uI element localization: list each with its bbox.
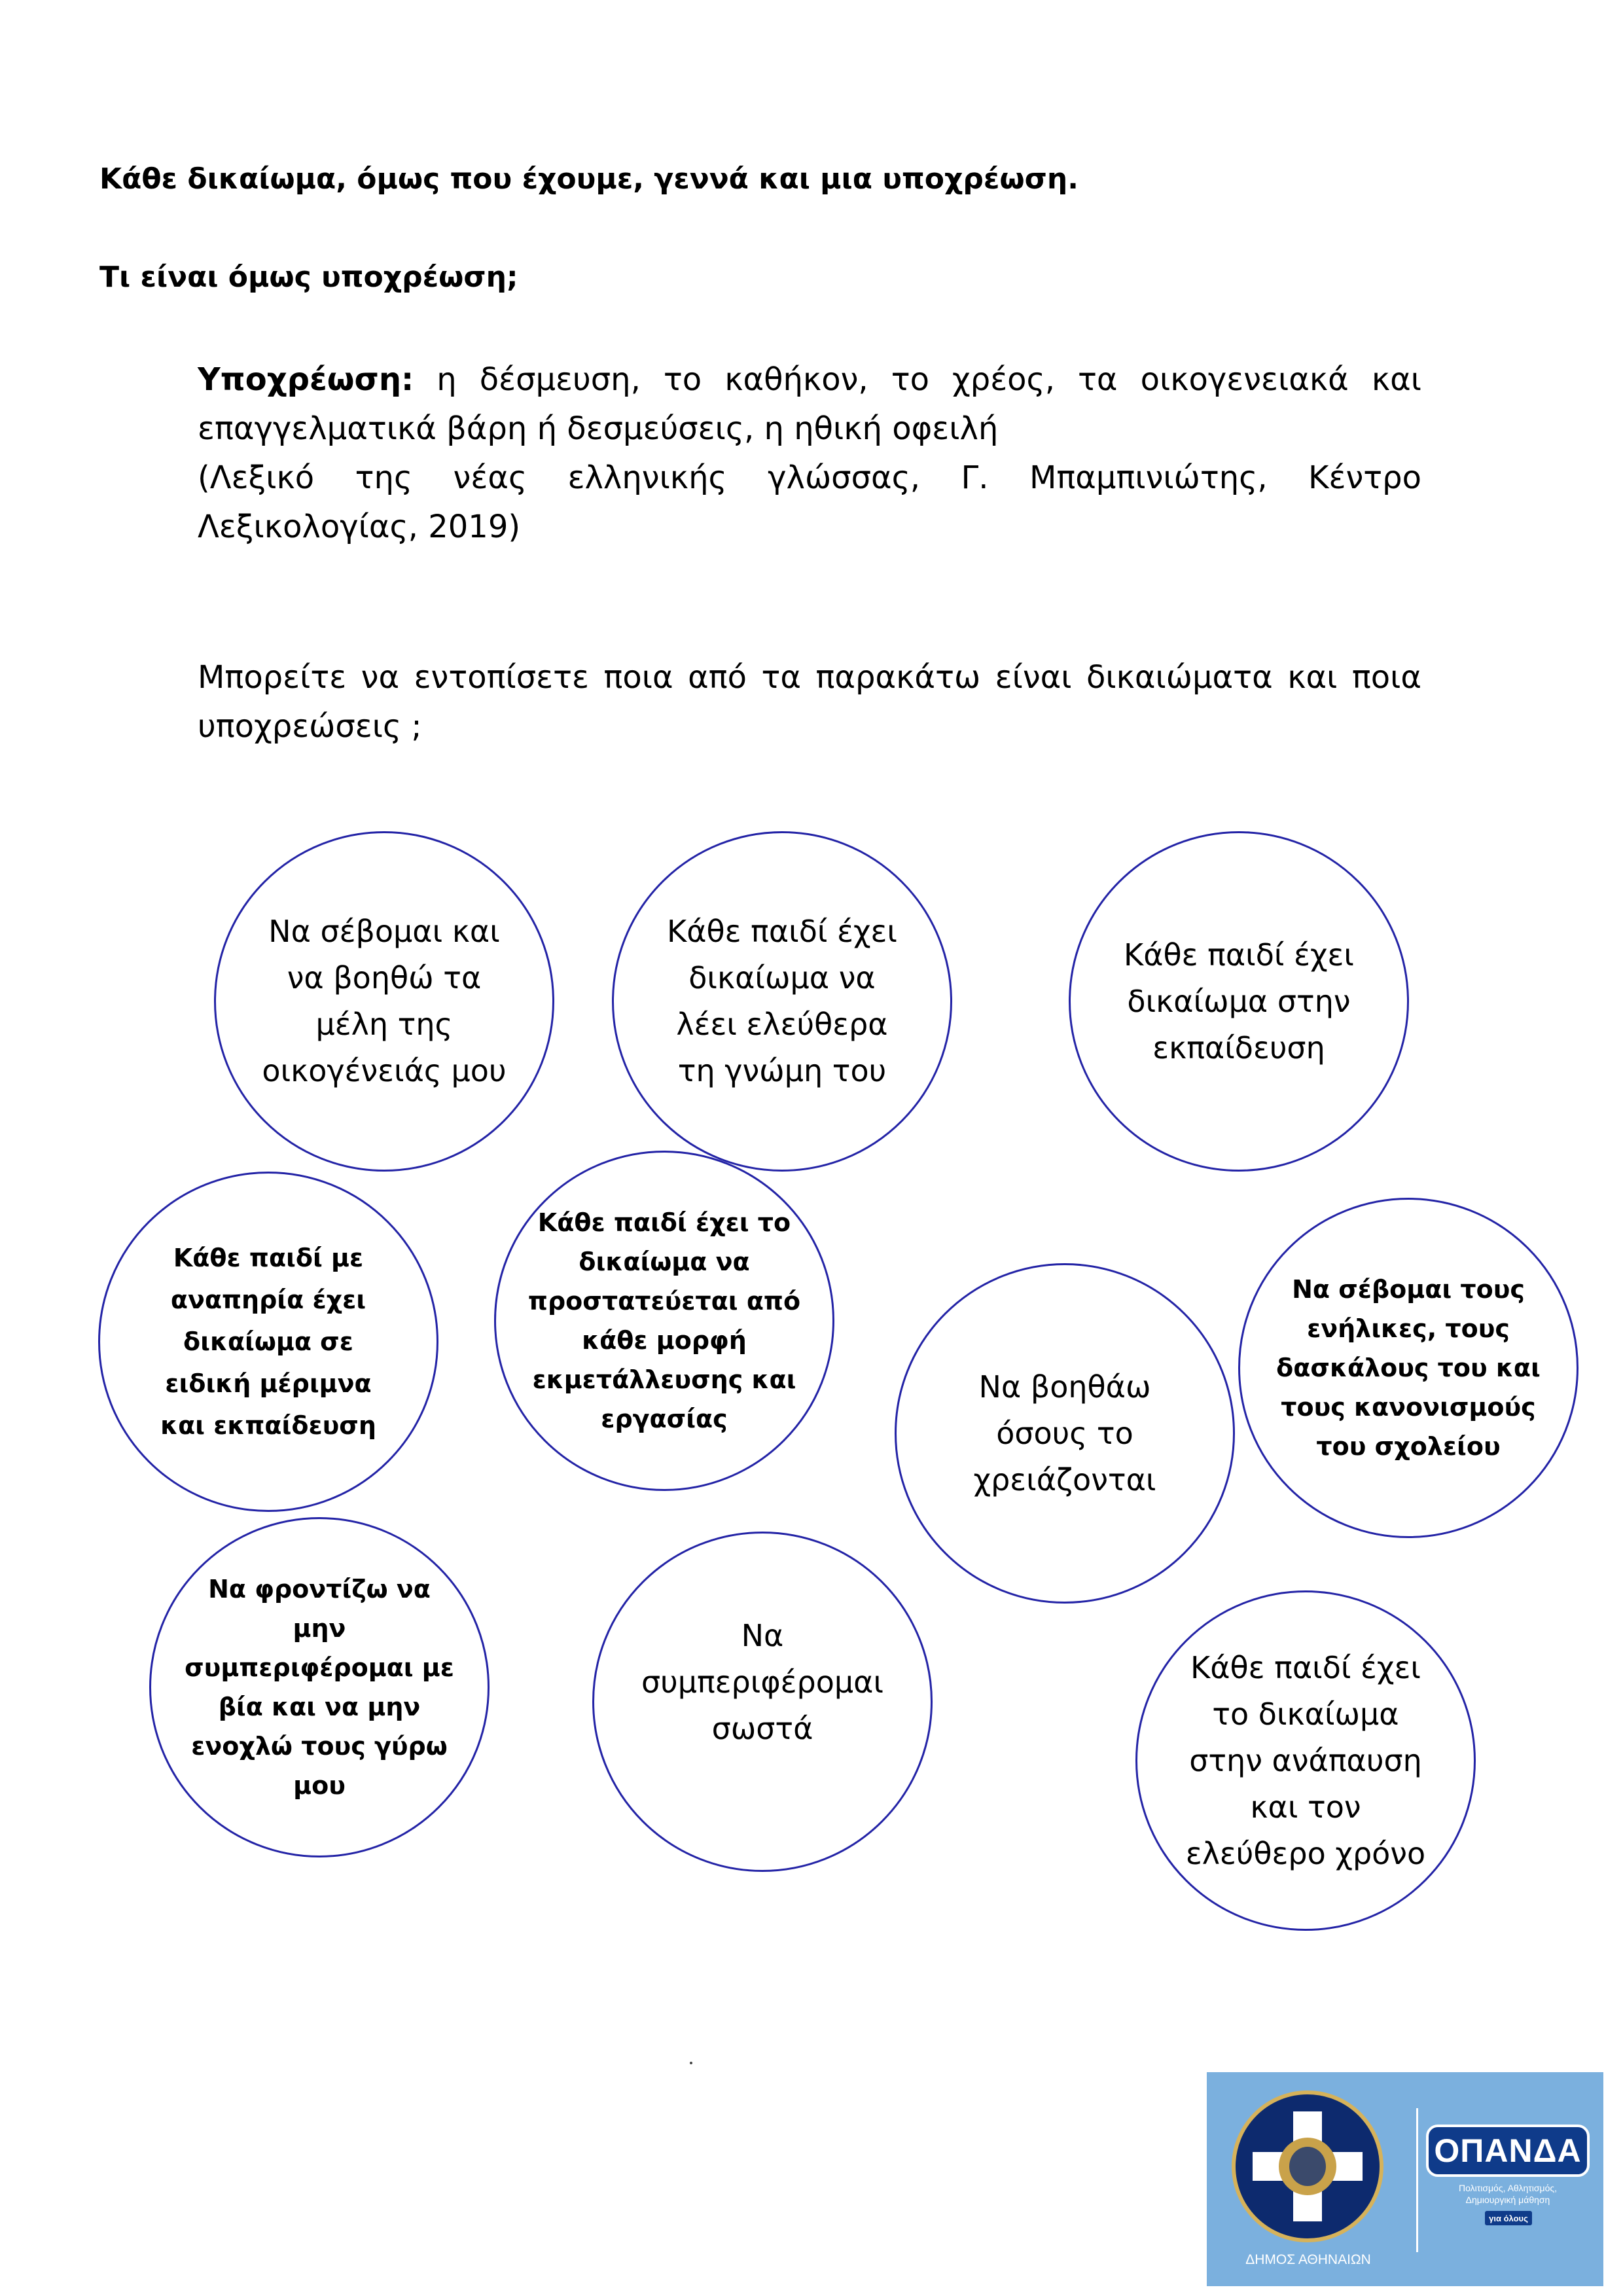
footer-logo [1207, 2072, 1603, 2286]
statement-circle-5 [494, 1151, 834, 1491]
statement-line: δικαίωμα σε [183, 1327, 353, 1356]
statement-line: λέει ελεύθερα [676, 1007, 888, 1042]
statement-line: Κάθε παιδί έχει το [537, 1208, 791, 1237]
statement-line: και εκπαίδευση [160, 1411, 376, 1440]
statement-line: ενοχλώ τους γύρω [191, 1732, 448, 1761]
statement-text-7 [1276, 1270, 1541, 1466]
stray-dot [690, 2062, 692, 2064]
statement-line: Να σέβομαι και [268, 914, 500, 949]
statement-line: δικαίωμα στην [1127, 983, 1351, 1019]
statement-line: προστατεύεται από [527, 1287, 801, 1316]
statement-line: δικαίωμα να [579, 1247, 750, 1276]
opanda-tagline-1: Πολιτισμός, Αθλητισμός, [1458, 2183, 1558, 2193]
statement-line: και τον [1250, 1789, 1361, 1825]
opanda-for-all-badge: για όλους [1485, 2211, 1532, 2225]
seal-athena-icon [1289, 2147, 1326, 2186]
statement-line: εργασίας [601, 1405, 728, 1433]
statement-line: μου [293, 1771, 346, 1800]
statement-line: στην ανάπαυση [1189, 1742, 1422, 1778]
statement-line: τους κανονισμούς [1281, 1393, 1536, 1422]
statement-line: Να [741, 1617, 784, 1653]
statement-text-3 [1124, 932, 1354, 1071]
statement-line: μην [293, 1614, 346, 1643]
opanda-logo: ΟΠΑΝΔΑ [1426, 2125, 1590, 2177]
statement-line: ειδική μέριμνα [165, 1369, 372, 1398]
statement-line: του σχολείου [1316, 1432, 1501, 1461]
definition-source: (Λεξικό της νέας ελληνικής γλώσσας, Γ. Μπαμπινιώτης, Κέντρο Λεξικολογίας, 2019) [198, 459, 1421, 545]
heading-rights-obligation: Κάθε δικαίωμα, όμως που έχουμε, γεννά και μια υποχρέωση. [99, 162, 1079, 196]
statement-line: Να βοηθάω [978, 1369, 1151, 1405]
statement-text-6 [974, 1364, 1156, 1503]
statement-line: βία και να μην [218, 1693, 421, 1721]
statement-text-10 [1186, 1645, 1425, 1877]
statement-line: οικογένειάς μου [262, 1053, 507, 1088]
statement-circle-2 [612, 831, 952, 1172]
statement-text-8 [185, 1570, 454, 1805]
statement-line: να βοηθώ τα [287, 960, 482, 996]
statement-circle-4 [98, 1172, 438, 1512]
statement-circle-10 [1135, 1590, 1476, 1931]
opanda-tagline-2: Δημιουργική μάθηση [1465, 2195, 1550, 2205]
statement-line: Κάθε παιδί έχει [667, 914, 897, 949]
heading-what-is-obligation: Τι είναι όμως υποχρέωση; [99, 260, 518, 294]
statement-line: εκμετάλλευσης και [532, 1365, 796, 1394]
statement-line: συμπεριφέρομαι με [185, 1653, 454, 1682]
statement-circle-8 [149, 1517, 490, 1857]
statement-text-2 [667, 908, 897, 1094]
statement-line: Κάθε παιδί έχει [1124, 937, 1354, 973]
statement-line: Κάθε παιδί έχει [1190, 1649, 1421, 1685]
statement-text-4 [160, 1237, 376, 1446]
statement-line: το δικαίωμα [1212, 1696, 1399, 1732]
statement-text-9 [641, 1613, 883, 1752]
statement-line: Να φροντίζω να [208, 1575, 431, 1604]
statement-line: Να σέβομαι τους [1292, 1275, 1525, 1304]
statement-circle-6 [895, 1263, 1235, 1604]
statement-line: αναπηρία έχει [170, 1285, 366, 1314]
municipality-name: ΔΗΜΟΣ ΑΘΗΝΑΙΩΝ [1245, 2252, 1371, 2267]
statement-line: δασκάλους του και [1276, 1354, 1541, 1382]
statement-circle-9 [592, 1532, 933, 1872]
statement-line: κάθε μορφή [582, 1326, 747, 1355]
definition-term: Υποχρέωση: [198, 361, 414, 398]
statement-line: συμπεριφέρομαι [641, 1664, 884, 1700]
statement-line: σωστά [711, 1710, 813, 1746]
statement-line: Κάθε παιδί με [173, 1244, 364, 1272]
statement-text-5 [528, 1203, 800, 1439]
statement-line: μέλη της [315, 1007, 453, 1042]
definition-text: η δέσμευση, το καθήκον, το χρέος, τα οικογενειακά και επαγγελματικά βάρη ή δεσμεύσεις, η ηθική οφειλή [198, 361, 1422, 447]
statement-line: όσους το [996, 1415, 1133, 1451]
statement-line: χρειάζονται [973, 1462, 1156, 1498]
statement-line: εκπαίδευση [1152, 1030, 1325, 1066]
statement-circle-7 [1238, 1198, 1578, 1538]
statement-line: δικαίωμα να [688, 960, 876, 996]
statement-text-1 [262, 908, 506, 1094]
statement-circle-3 [1069, 831, 1409, 1172]
statement-line: ενήλικες, τους [1307, 1314, 1510, 1343]
definition [198, 355, 1421, 454]
opanda-tagline [1426, 2182, 1590, 2206]
statement-line: ελεύθερο χρόνο [1185, 1835, 1426, 1871]
question-text: Μπορείτε να εντοπίσετε ποια από τα παρακάτω είναι δικαιώματα και ποια υποχρεώσεις ; [198, 659, 1421, 745]
athens-seal-icon [1232, 2090, 1383, 2242]
logo-divider [1416, 2108, 1418, 2252]
statement-line: τη γνώμη του [677, 1053, 887, 1088]
statement-circle-1 [214, 831, 554, 1172]
